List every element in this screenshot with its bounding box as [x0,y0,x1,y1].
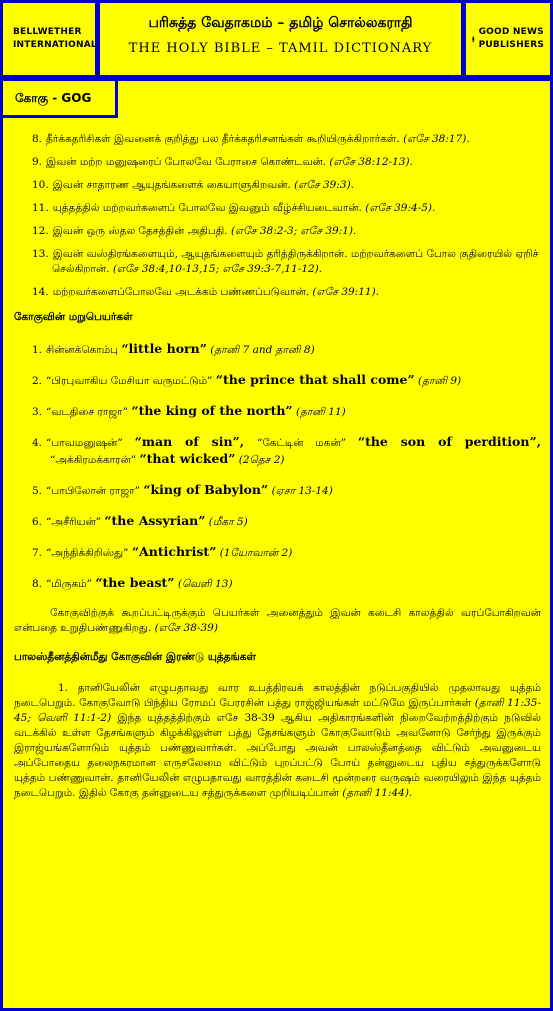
list-item: 12. இவன் ஒரு ஸ்தல தேசத்தின் அதிபதி. (எசே 38:2-3; எசே 39:1). [32,225,357,237]
list-item: 9. இவன் மற்ற மனுஷரைப் போலவே பேராசை கொண்டவன். (எசே 38:12-13). [32,156,413,168]
wars-heading: பாலஸ்தீனத்தின்மீது கோகுவின் இரண்டு யுத்தங்கள் [14,651,256,663]
publisher-logo-right [463,0,553,78]
alias-item: 6. “அசீரியன்” “the Assyrian” (மீகா 5) [32,513,248,528]
wars-paragraph: 1. தானியேலின் எழுபதாவது வார உபத்திரவக் காலத்தின் நடுப்பகுதியில் முதலாவது யுத்தம் நடைபெறும். கோகுவோடு பிந்திய ரோமப் பேரரசின் பத்து ராஜ்ஜியங்கள் மட்டுமே இருப்பார்கள் (தானி 11:35-45; வெளி 11:1-2) இந்த யுத்தத்திற்கும் எசே 38-39 ஆகிய அதிகாரங்களின் நிறைவேற்றத்திற்கும் நடுவில் வடக்கில் உள்ள தேசங்களும் கிழக்கிலுள்ள பத்து தேசங்களும் கோகுவோடும் அவனோடு சேர்ந்து இருக்கும் இராஜ்யங்களோடும் யுத்தம் பண்ணுவார்கள். அப்போது அவன் பாலஸ்தீனத்தை விட்டும் அவனுடைய அப்போதைய தலைநகரமான எருசலேமை விட்டும் புறப்பட்டு போய் தன்னுடைய புதிய சத்துருக்களோடு யுத்தம் பண்ணுவான். தானியேலின் எழுபதாவது வாரத்தின் கடைசி மூன்றரை வருஷம் வரையிலும் இந்த யுத்தம் நடைபெறும். இதில் கோகு தன்னுடைய சத்துருக்களை முறியடிப்பான் (தானி 11:44). [14,682,541,799]
entry-content [14,132,541,815]
aliases-list [14,341,541,592]
frame-top-border [116,78,553,81]
alias-item: 3. “வடதிசை ராஜா” “the king of the north” (தானி 11) [32,403,346,418]
alias-item: 2. “பிரபுவாகிய மேசியா வருமட்டும்” “the prince that shall come” (தானி 9) [32,372,462,387]
good-news-logo-icon [472,17,475,61]
right-logo-text: GOOD NEWS PUBLISHERS [478,27,544,50]
list-item: 8. தீர்க்கதரிசிகள் இவனைக் குறித்து பல தீர்க்கதரிசனங்கள் கூறியிருக்கிறார்கள். (எசே 38:17). [32,133,470,145]
alias-item: 7. “அந்திக்கிறிஸ்து” “Antichrist” (1யோவான் 2) [32,544,293,559]
list-item: 14. மற்றவர்களைப்போலவே அடக்கம் பண்ணப்படுவான். (எசே 39:11). [32,286,380,298]
title-box [97,0,464,78]
list-item: 11. யுத்தத்தில் மற்றவர்களைப் போலவே இவனும் வீழ்ச்சியடைவான். (எசே 39:4-5). [32,202,436,214]
alias-item: 8. “மிருகம்” “the beast” (வெளி 13) [32,575,233,590]
entry-tag: கோகு - GOG [0,78,118,118]
summary-paragraph: கோகுவிற்குக் கூறப்பட்டிருக்கும் பெயர்கள் அனைத்தும் இவன் கடைசி காலத்தில் வரப்போகிறவன் என்பதை உறுதிபண்ணுகிறது. (எசே 38-39) [14,607,541,634]
title-english: THE HOLY BIBLE – TAMIL DICTIONARY [128,41,433,56]
alias-item: 4. “பாவமனுஷன்” “man of sin”, “கேட்டின் மகன்” “the son of perdition”, “அக்கிரமக்காரன்” “that wicked” (2தெச 2) [32,434,541,466]
aliases-heading: கோகுவின் மறுபெயர்கள் [14,311,133,323]
left-logo-text: BELLWETHER INTERNATIONAL [13,27,97,50]
characteristics-list [14,132,541,300]
publisher-logo-left [0,0,98,78]
alias-item: 1. சின்னக்கொம்பு “little horn” (தானி 7 and தானி 8) [32,341,315,356]
list-item: 10. இவன் சாதாரண ஆயுதங்களைக் கையாளுகிறவன். (எசே 39:3). [32,179,355,191]
list-item: 13. இவன் வஸ்திரங்களையும், ஆயுதங்களையும் தரித்திருக்கிறான். மற்றவர்களைப் போல குதிரையில் ஏறிச் செல்கிறான். (எசே 38:4,10-13,15; எசே 39:3-7,11-12). [32,248,539,275]
alias-item: 5. “பாபிலோன் ராஜா” “king of Babylon” (ஏசா 13-14) [32,482,333,497]
title-tamil: பரிசுத்த வேதாகமம் – தமிழ் சொல்லகராதி [148,15,413,31]
